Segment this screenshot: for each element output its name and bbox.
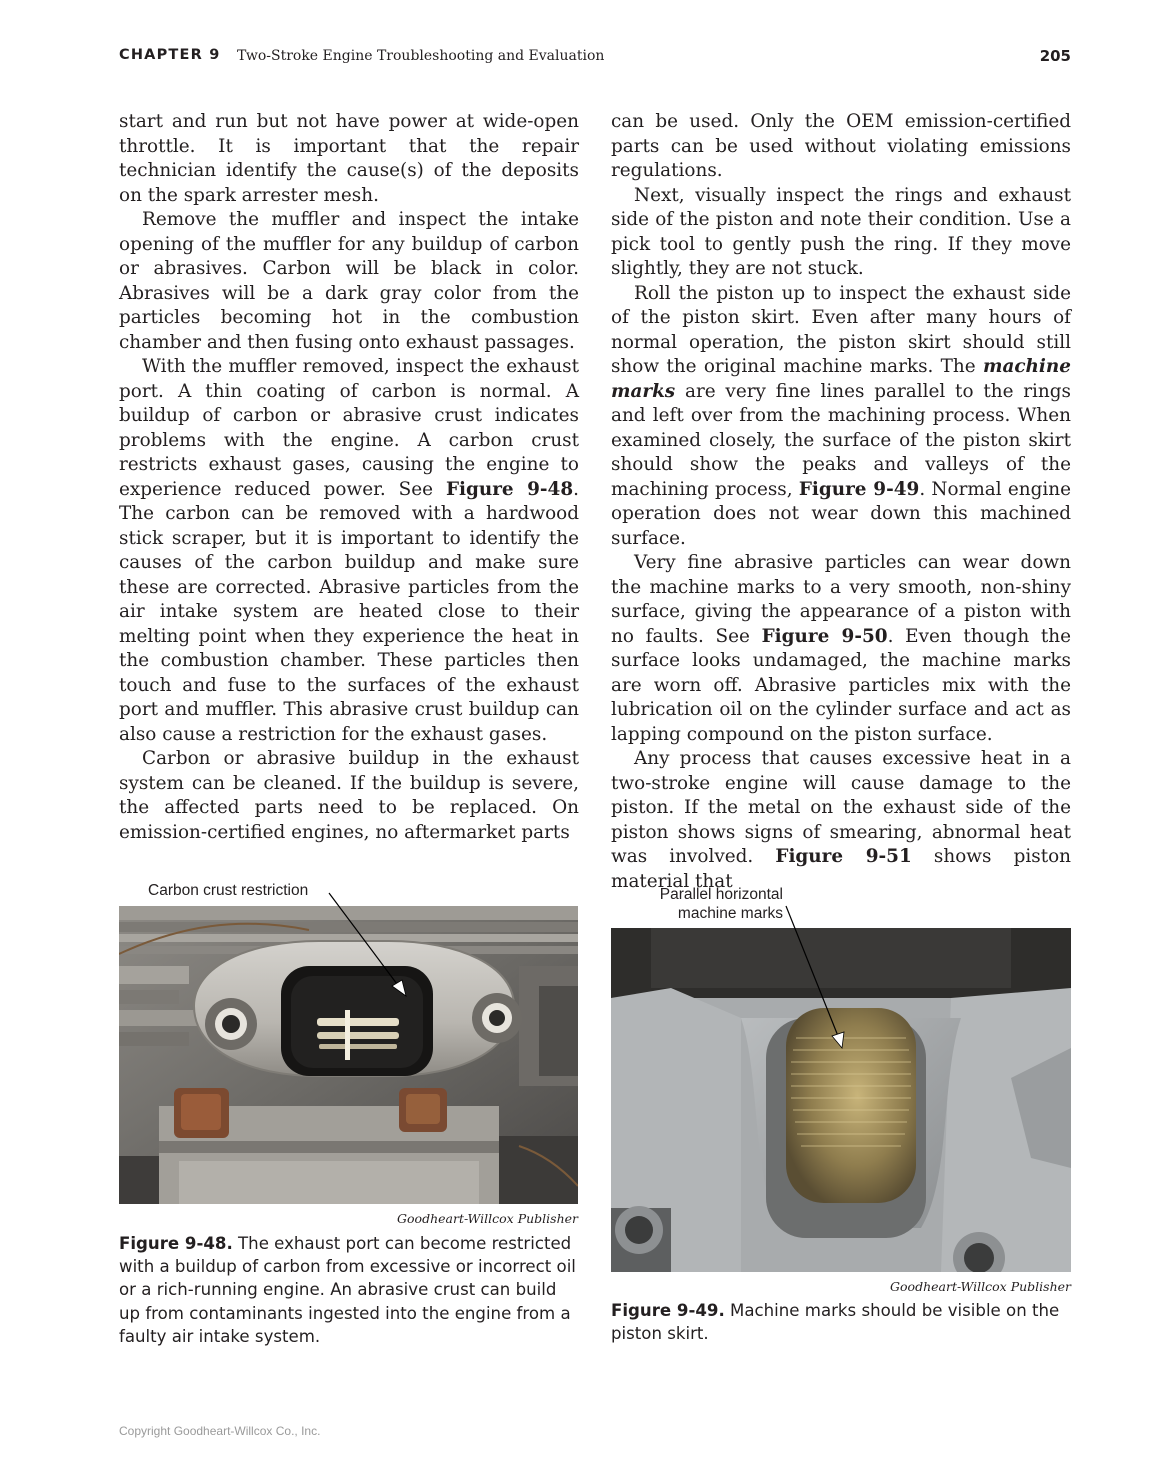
figure-49-credit: Goodheart-Willcox Publisher (890, 1279, 1071, 1294)
callout-line-2: machine marks (677, 905, 783, 922)
callout-line-1: Parallel horizontal (659, 886, 783, 903)
text-run: With the muffler removed, inspect the exhaust port. A thin coating of carbon is normal. A buildup of carbon or abrasive crust indicates problems with the engine. A carbon crust restricts exhaust gases, causing the engine to experience reduced power. See (119, 356, 579, 500)
text-run: . The carbon can be removed with a hardwood stick scraper, but it is important to identify the causes of the carbon buildup and make sure these are corrected. Abrasive particles from the air intake system are heated close to their melting point when they experience the heat in the combustion chamber. These particles then touch and fuse to the surfaces of the exhaust port and muffler. This abrasive crust buildup can also cause a restriction for the exhaust gases. (119, 478, 579, 745)
text-run: Any process that causes excessive heat in a two-stroke engine will cause damage to the piston. If the metal on the exhaust side of the piston shows signs of smearing, abnormal heat was involved. (611, 748, 1071, 867)
left-paragraph-1: start and run but not have power at wide-open throttle. It is important that the repair technician identify the cause(s) of the deposits on the spark arrester mesh. (119, 111, 579, 206)
left-text-column (119, 110, 579, 845)
figure-reference: Figure 9-51 (775, 846, 912, 867)
figure-reference: Figure 9-50 (761, 625, 888, 647)
text-run: shows piston material that (611, 846, 1071, 892)
right-text-column (611, 110, 1071, 894)
right-paragraph-4 (611, 551, 1071, 747)
key-term: machine marks (611, 356, 1071, 402)
text-run: . Even though the surface looks undamaged, the machine marks are worn off. Abrasive particles mix with the lubrication oil on the cylinder surface and act as lapping compound on the piston surface. (611, 625, 1072, 745)
figure-48-caption (119, 1232, 581, 1348)
figure-49-caption-text: Machine marks should be visible on the piston skirt. (611, 1301, 1060, 1344)
running-header (119, 47, 1071, 69)
left-paragraph-4: Carbon or abrasive buildup in the exhaust system can be cleaned. If the buildup is severe, the affected parts need to be replaced. On emission-certified engines, no aftermarket parts (119, 748, 579, 843)
text-run: Roll the piston up to inspect the exhaust side of the piston skirt. Even after many hours of normal operation, the piston skirt should still show the original machine marks. The (611, 282, 1071, 377)
figure-48-caption-text: The exhaust port can become restricted with a buildup of carbon from excessive or incorrect oil or a rich-running engine. An abrasive crust can build up from contaminants ingested into the engine from a faulty air intake system. (119, 1234, 576, 1346)
text-run: Very fine abrasive particles can wear down the machine marks to a very smooth, non-shiny surface, giving the appearance of a piston with no faults. See (611, 552, 1071, 647)
left-paragraph-3 (119, 355, 579, 747)
right-paragraph-2: Next, visually inspect the rings and exhaust side of the piston and note their condition. Use a pick tool to gently push the ring. If they move slightly, they are not stuck. (611, 184, 1071, 279)
right-paragraph-5 (611, 747, 1071, 894)
figure-48-number: Figure 9-48. (119, 1234, 233, 1253)
figure-48-credit: Goodheart-Willcox Publisher (397, 1211, 578, 1226)
page-number: 205 (1039, 47, 1071, 65)
figure-49-number: Figure 9-49. (611, 1301, 725, 1320)
text-run: are very fine lines parallel to the rings and left over from the machining process. When examined closely, the surface of the piston skirt should show the peaks and valleys of the machining process, (611, 380, 1071, 500)
figure-49-callout-arrow (778, 900, 858, 1052)
chapter-title: Two-Stroke Engine Troubleshooting and Evaluation (237, 48, 605, 64)
figure-49-callout-label (643, 885, 783, 923)
right-paragraph-1: can be used. Only the OEM emission-certified parts can be used without violating emissions regulations. (611, 111, 1071, 181)
left-paragraph-2: Remove the muffler and inspect the intake opening of the muffler for any buildup of carbon or abrasives. Carbon will be black in color. Abrasives will be a dark gray color from the particles becoming hot in the combustion chamber and then fusing onto exhaust passages. (119, 209, 579, 353)
right-paragraph-3 (611, 282, 1071, 552)
figure-48-callout-label: Carbon crust restriction (148, 882, 309, 899)
figure-48-callout-arrow (320, 888, 420, 1000)
chapter-label: CHAPTER 9 (119, 47, 221, 63)
figure-reference: Figure 9-48 (445, 478, 574, 500)
copyright-notice: Copyright Goodheart-Willcox Co., Inc. (119, 1424, 321, 1438)
figure-reference: Figure 9-49 (798, 478, 920, 500)
figure-49-caption (611, 1299, 1073, 1345)
text-run: . Normal engine operation does not wear down this machined surface. (611, 478, 1072, 549)
